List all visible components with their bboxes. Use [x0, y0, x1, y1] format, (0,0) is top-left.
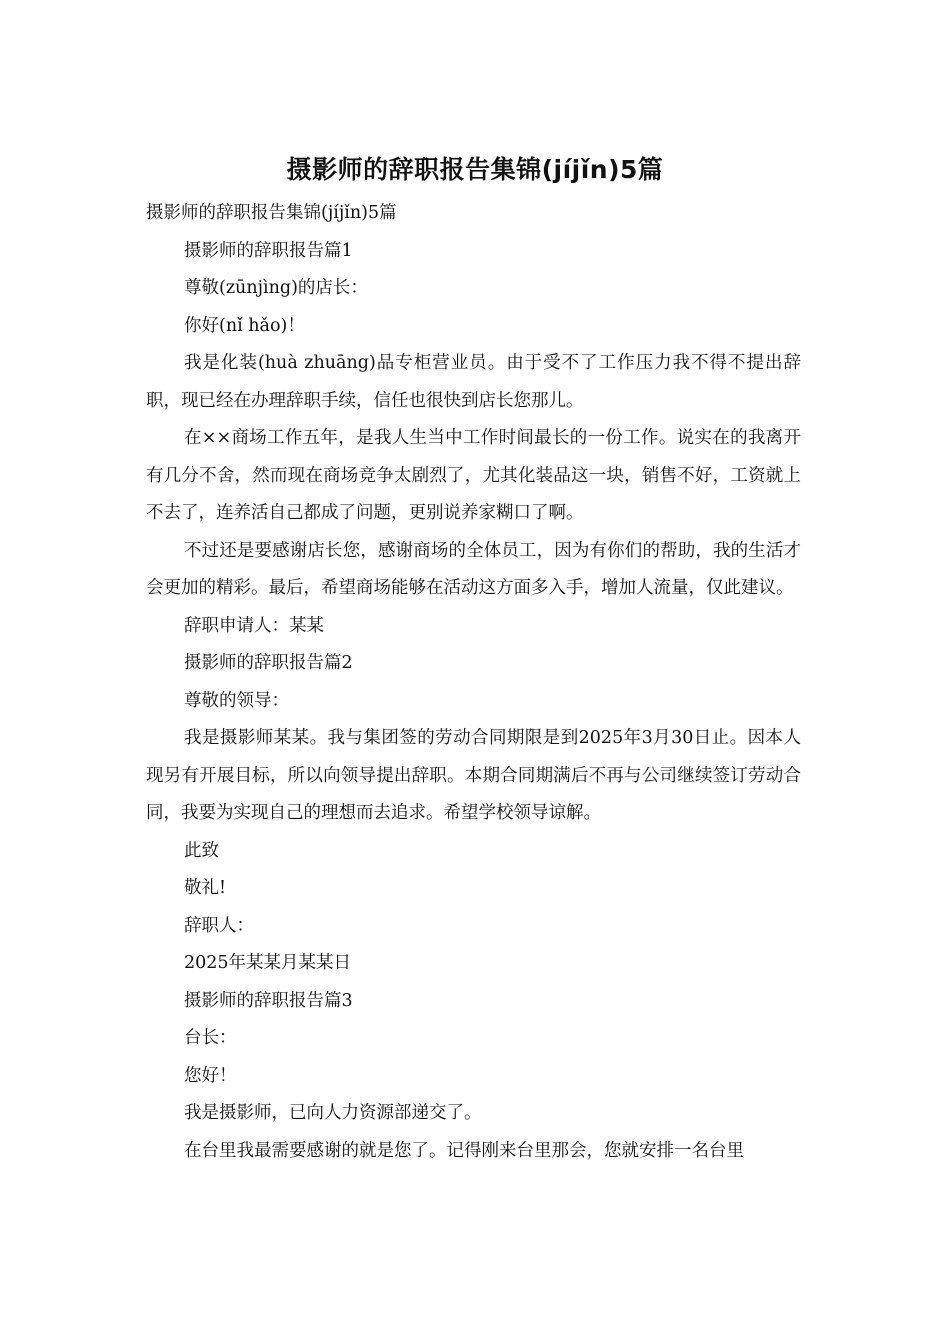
body-paragraph: 我是摄影师，已向人力资源部递交了。	[184, 1103, 482, 1123]
date-line: 2025年某某月某某日	[184, 953, 352, 973]
closing-line: 此致	[184, 840, 219, 861]
signature-line: 辞职人：	[184, 915, 254, 936]
section-heading-2: 摄影师的辞职报告篇2	[184, 653, 353, 673]
body-paragraph: 不过还是要感谢店长您，感谢商场的全体员工，因为有你们的帮助，我的生活才会更加的精彩。最后，希望商场能够在活动这方面多入手，增加人流量，仅此建议。	[146, 540, 801, 598]
salutation: 台长：	[184, 1028, 237, 1048]
body-paragraph: 在台里我最需要感谢的就是您了。记得刚来台里那会，您就安排一名台里	[184, 1140, 744, 1161]
signature-line: 辞职申请人：某某	[184, 615, 324, 636]
body-paragraph: 我是摄影师某某。我与集团签的劳动合同期限是到2025年3月30日止。因本人现另有开展目标，所以向领导提出辞职。本期合同期满后不再与公司继续签订劳动合同，我要为实现自己的理想而去追求。希望学校领导谅解。	[146, 728, 801, 823]
document-body	[146, 195, 801, 1170]
greeting: 你好(nǐ hǎo)！	[184, 315, 305, 336]
body-paragraph: 我是化装(huà zhuāng)品专柜营业员。由于受不了工作压力我不得不提出辞职，现已经在办理辞职手续，信任也很快到店长您那儿。	[146, 353, 801, 411]
closing-line: 敬礼!	[184, 878, 227, 898]
greeting: 您好！	[184, 1065, 237, 1086]
document-title: 摄影师的辞职报告集锦(jíjǐn)5篇	[286, 155, 664, 184]
salutation: 尊敬的领导：	[184, 690, 289, 711]
section-heading-3: 摄影师的辞职报告篇3	[184, 990, 353, 1011]
subtitle-paragraph: 摄影师的辞职报告集锦(jíjǐn)5篇	[146, 203, 397, 223]
section-heading-1: 摄影师的辞职报告篇1	[184, 240, 353, 261]
body-paragraph: 在××商场工作五年，是我人生当中工作时间最长的一份工作。说实在的我离开有几分不舍，然而现在商场竞争太剧烈了，尤其化装品这一块，销售不好，工资就上不去了，连养活自己都成了问题，更别说养家糊口了啊。	[146, 428, 801, 523]
salutation: 尊敬(zūnjìng)的店长：	[184, 278, 368, 298]
